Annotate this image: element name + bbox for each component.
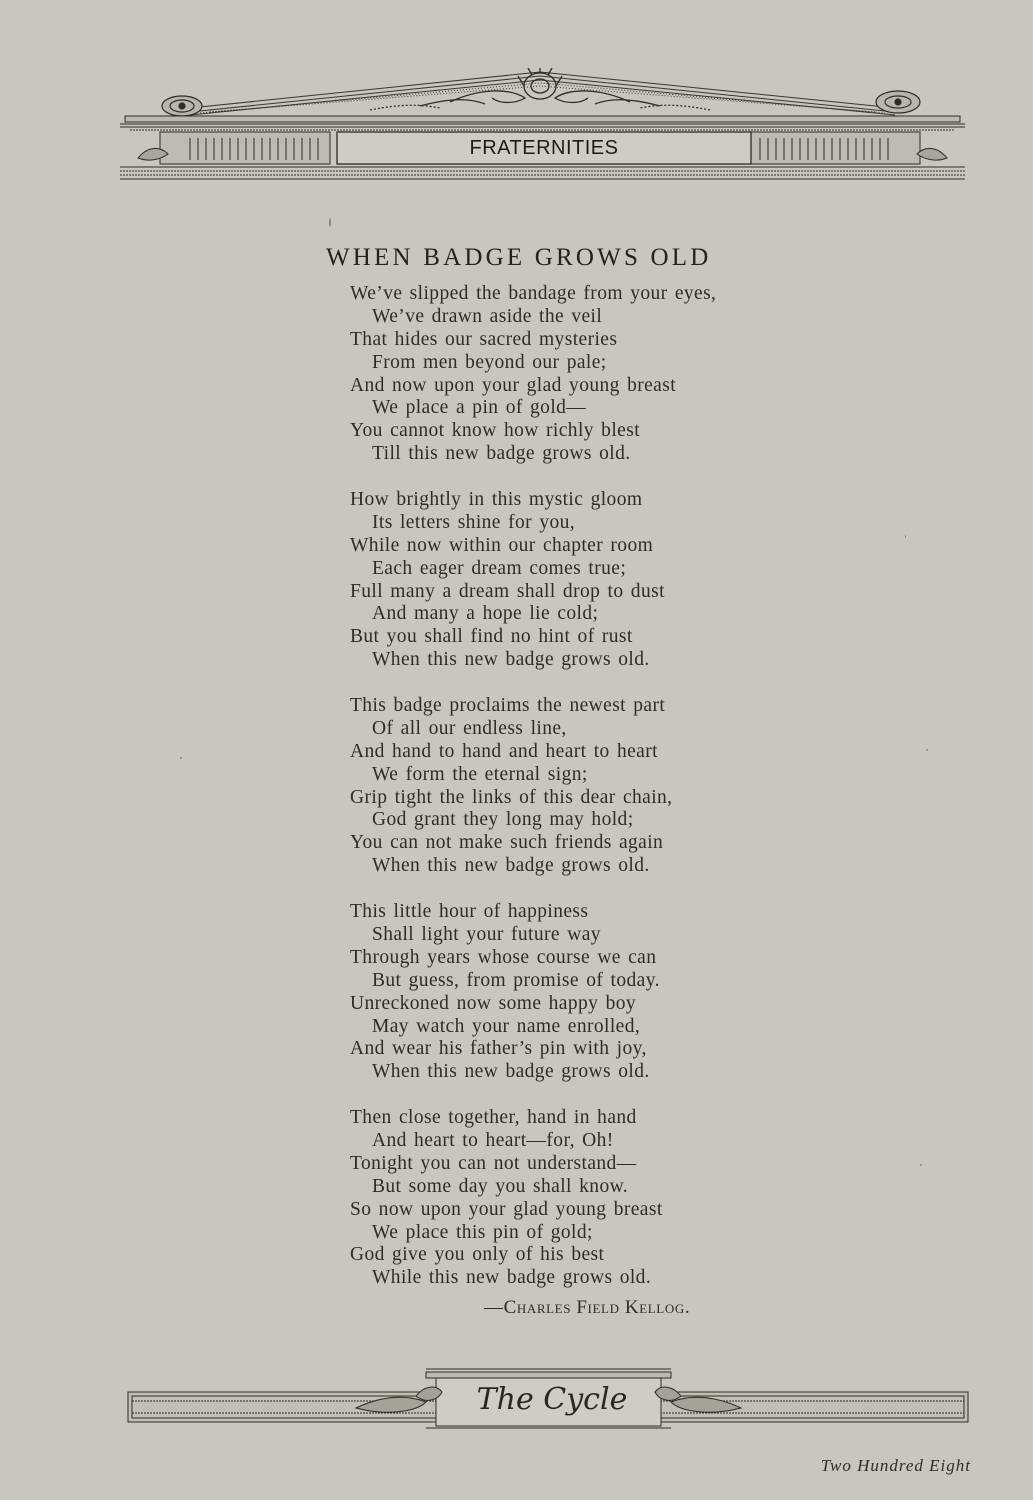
paper-speck [905, 535, 906, 538]
paper-speck [926, 749, 928, 751]
poem-line: Grip tight the links of this dear chain, [350, 786, 673, 808]
poem-line: While now within our chapter room [350, 534, 654, 556]
poem-line: Tonight you can not understand— [350, 1152, 637, 1174]
page-number: Two Hundred Eight [820, 1456, 971, 1475]
poem-line: We’ve slipped the bandage from your eyes, [350, 283, 717, 304]
poem-line: Its letters shine for you, [372, 511, 576, 533]
header-volute-right [876, 91, 920, 113]
header-cornice [120, 116, 965, 130]
poem-line: We place this pin of gold; [372, 1221, 593, 1243]
poem-line: This badge proclaims the newest part [350, 695, 666, 717]
stanza [350, 283, 790, 466]
poem-line: How brightly in this mystic gloom [350, 489, 643, 511]
poem-attribution [484, 1297, 690, 1319]
poem-line: This little hour of happiness [350, 901, 589, 923]
poem-line: Each eager dream comes true; [372, 557, 627, 579]
poem-line: So now upon your glad young breast [350, 1198, 663, 1220]
paper-speck [920, 1164, 922, 1166]
header-pediment [190, 72, 895, 115]
stanza [350, 695, 790, 878]
poem-line: You cannot know how richly blest [350, 420, 641, 442]
poem-line: God give you only of his best [350, 1244, 605, 1266]
poem-line: We form the eternal sign; [372, 763, 588, 785]
stanza [350, 1107, 790, 1290]
stanza [350, 489, 790, 672]
poem-line: Then close together, hand in hand [350, 1107, 637, 1129]
poem-line: May watch your name enrolled, [372, 1015, 641, 1037]
header-volute-left [162, 96, 202, 116]
poem-line: And now upon your glad young breast [350, 374, 677, 396]
poem-line: That hides our sacred mysteries [350, 328, 618, 350]
poem-line: From men beyond our pale; [372, 351, 607, 373]
header-base [120, 167, 965, 179]
section-title: FRATERNITIES [469, 136, 619, 159]
poem-line: But some day you shall know. [372, 1175, 629, 1197]
poem-line: And wear his father’s pin with joy, [350, 1038, 647, 1060]
poem-line: God grant they long may hold; [372, 809, 634, 831]
poem-line: Till this new badge grows old. [372, 443, 631, 465]
poem-line: You can not make such friends again [350, 832, 664, 854]
poem-line: But you shall find no hint of rust [350, 626, 633, 648]
poem-line: We’ve drawn aside the veil [372, 305, 603, 327]
poem-line: Unreckoned now some happy boy [350, 992, 637, 1014]
poem-line: When this new badge grows old. [372, 649, 650, 671]
poem-line: When this new badge grows old. [372, 1061, 650, 1083]
poem-body [350, 283, 790, 1290]
poem-line: When this new badge grows old. [372, 855, 650, 877]
poem-line: And hand to hand and heart to heart [350, 740, 658, 762]
poem-line: Through years whose course we can [350, 946, 657, 968]
poem-line: But guess, from promise of today. [372, 969, 660, 991]
book-title: The Cycle [476, 1382, 628, 1417]
poem-line: While this new badge grows old. [372, 1267, 652, 1289]
poem-line: And many a hope lie cold; [372, 603, 599, 625]
poem-title: WHEN BADGE GROWS OLD [326, 244, 712, 271]
stanza [350, 901, 790, 1084]
header-ornament [120, 68, 965, 184]
paper-speck [180, 757, 182, 759]
attribution-dash: — [484, 1297, 504, 1318]
paper-speck [329, 218, 331, 227]
poem-line: We place a pin of gold— [372, 397, 587, 419]
header-scrollwork [370, 68, 710, 110]
poem-line: Of all our endless line, [372, 717, 567, 739]
poem-line: And heart to heart—for, Oh! [372, 1129, 614, 1151]
poem-line: Full many a dream shall drop to dust [350, 580, 665, 602]
poem-line: Shall light your future way [372, 923, 601, 945]
attribution-name: Charles Field Kellog. [503, 1297, 691, 1318]
